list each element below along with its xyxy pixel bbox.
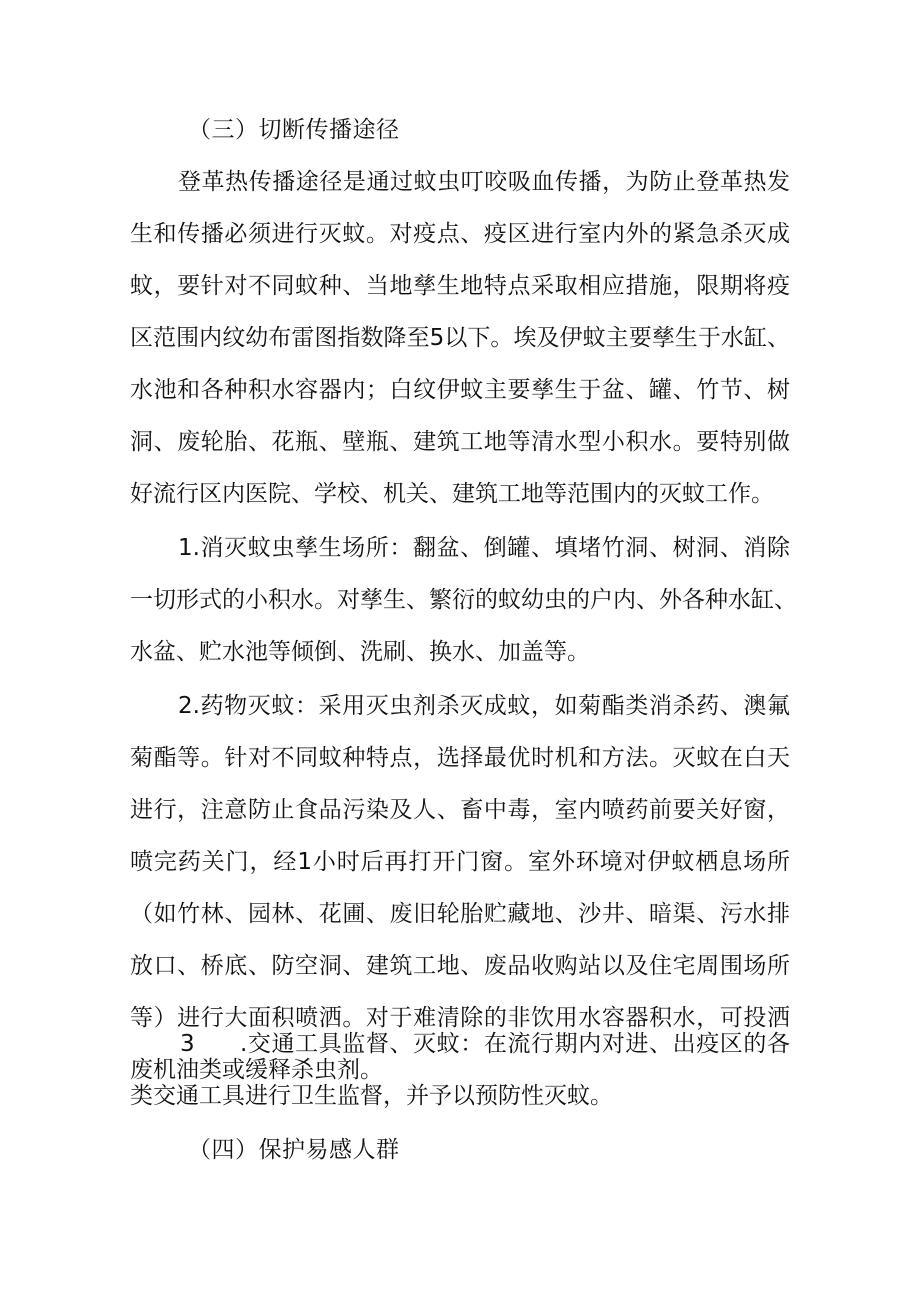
- paragraph-line: 水池和各种积水容器内；白纹伊蚊主要孳生于盆、罐、竹节、树: [130, 377, 790, 403]
- list-item-line: 2.药物灭蚊：采用灭虫剂杀灭成蚊，如菊酯类消杀药、澳氟: [178, 693, 790, 719]
- list-item-line: 喷完药关门，经1小时后再打开门窗。室外环境对伊蚊栖息场所: [130, 849, 790, 875]
- list-item-line: 菊酯等。针对不同蚊种特点，选择最优时机和方法。灭蚊在白天: [130, 745, 790, 771]
- paragraph-line: 区范围内纹幼布雷图指数降至5以下。埃及伊蚊主要孳生于水缸、: [130, 325, 790, 351]
- list-item-number: 3: [180, 1031, 195, 1057]
- list-item-line: .交通工具监督、灭蚊：在流行期内对进、出疫区的各: [240, 1031, 790, 1057]
- section-4-heading: （四）保护易感人群: [188, 1137, 400, 1163]
- list-item-line: （如竹林、园林、花圃、废旧轮胎贮藏地、沙井、暗渠、污水排: [130, 901, 790, 927]
- paragraph-line: 生和传播必须进行灭蚊。对疫点、疫区进行室内外的紧急杀灭成: [130, 221, 790, 247]
- list-item-line: 一切形式的小积水。对孳生、繁衍的蚊幼虫的户内、外各种水缸、: [130, 587, 797, 613]
- paragraph-line: 蚊，要针对不同蚊种、当地孳生地特点采取相应措施，限期将疫: [130, 273, 790, 299]
- list-item-line: 进行，注意防止食品污染及人、畜中毒，室内喷药前要关好窗，: [130, 797, 790, 823]
- list-item-line: 1.消灭蚊虫孳生场所：翻盆、倒罐、填堵竹洞、树洞、消除: [178, 535, 790, 561]
- section-3-heading: （三）切断传播途径: [188, 117, 400, 143]
- paragraph-line: 登革热传播途径是通过蚊虫叮咬吸血传播，为防止登革热发: [178, 169, 790, 195]
- list-item-line: 水盆、贮水池等倾倒、洗刷、换水、加盖等。: [130, 639, 590, 665]
- paragraph-line: 洞、废轮胎、花瓶、壁瓶、建筑工地等清水型小积水。要特别做: [130, 429, 790, 455]
- list-item-line: 废机油类或缓释杀虫剂。: [130, 1057, 383, 1083]
- list-item-line: 类交通工具进行卫生监督，并予以预防性灭蚊。: [130, 1083, 613, 1109]
- list-item-line: 放口、桥底、防空洞、建筑工地、废品收购站以及住宅周围场所: [130, 953, 790, 979]
- paragraph-line: 好流行区内医院、学校、机关、建筑工地等范围内的灭蚊工作。: [130, 481, 774, 507]
- list-item-line: 等）进行大面积喷洒。对于难清除的非饮用水容器积水，可投洒: [130, 1005, 790, 1031]
